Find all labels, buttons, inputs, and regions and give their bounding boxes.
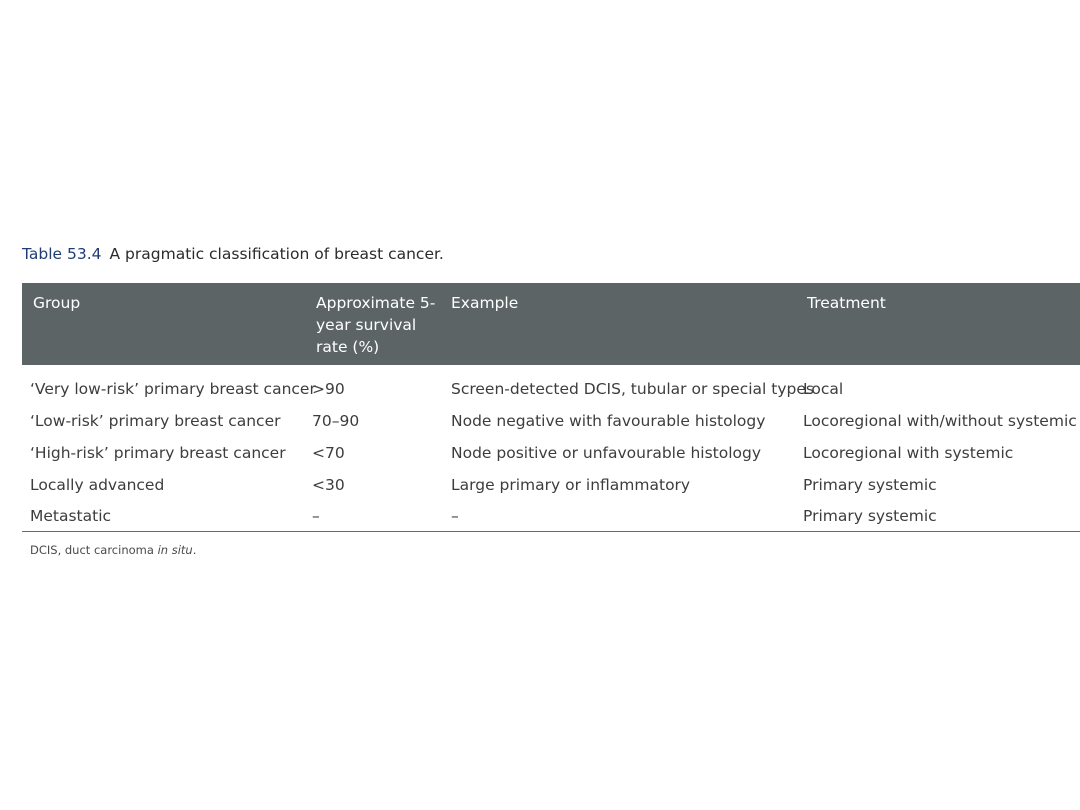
- cell-example: Screen-detected DCIS, tubular or special types: [451, 380, 814, 398]
- table-row: [22, 437, 1080, 469]
- table-row: [22, 365, 1080, 405]
- cell-example: Node negative with favourable histology: [451, 412, 766, 430]
- cell-example: Large primary or inflammatory: [451, 476, 691, 494]
- cell-group: ‘High-risk’ primary breast cancer: [30, 444, 286, 462]
- cell-treatment: Locoregional with/without systemic: [803, 412, 1077, 430]
- cell-group: Locally advanced: [30, 476, 165, 494]
- table-body: [22, 365, 1080, 532]
- table-number: Table 53.4: [22, 245, 102, 263]
- table-caption: [22, 245, 444, 263]
- cell-group: ‘Very low-risk’ primary breast cancer: [30, 380, 316, 398]
- cell-treatment: Primary systemic: [803, 501, 1080, 532]
- cell-example: Node positive or unfavourable histology: [451, 444, 762, 462]
- header-group: Group: [22, 283, 312, 365]
- footnote-italic: in situ: [157, 543, 193, 557]
- cell-survival: <70: [312, 444, 345, 462]
- cell-group: ‘Low-risk’ primary breast cancer: [30, 412, 281, 430]
- cell-survival: >90: [312, 380, 345, 398]
- table-header: [22, 283, 1080, 365]
- header-treatment: Treatment: [803, 283, 1080, 365]
- cell-survival: <30: [312, 476, 345, 494]
- cell-example: –: [451, 501, 803, 532]
- table-footnote: [30, 543, 196, 557]
- table-row: [22, 469, 1080, 501]
- classification-table: [22, 283, 1080, 532]
- cell-survival: –: [312, 501, 451, 532]
- header-survival: Approximate 5-year survival rate (%): [312, 283, 451, 365]
- cell-treatment: Local: [803, 380, 844, 398]
- cell-treatment: Primary systemic: [803, 476, 937, 494]
- table-title: A pragmatic classification of breast cancer.: [109, 245, 444, 263]
- footnote-end: .: [192, 543, 197, 557]
- cell-survival: 70–90: [312, 412, 360, 430]
- cell-group: Metastatic: [22, 501, 312, 532]
- header-row: [22, 283, 1080, 365]
- table-row: [22, 501, 1080, 532]
- table-row: [22, 405, 1080, 437]
- footnote-text: DCIS, duct carcinoma: [30, 543, 158, 557]
- classification-table-container: [22, 283, 1077, 532]
- cell-treatment: Locoregional with systemic: [803, 444, 1014, 462]
- header-example: Example: [451, 283, 803, 365]
